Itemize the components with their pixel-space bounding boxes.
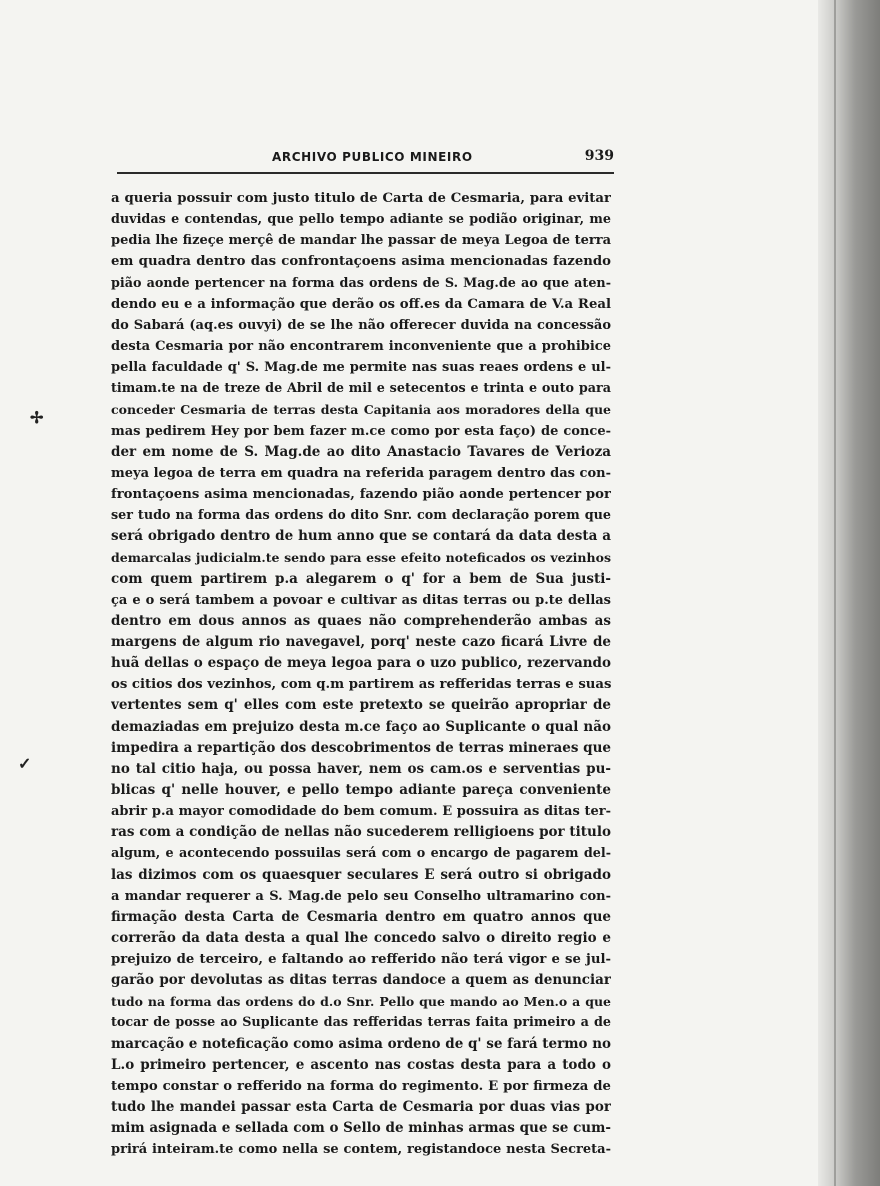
body-text: [111, 188, 611, 1160]
text-line: abrir p.a mayor comodidade do bem comum. E possuira as ditas ter-: [111, 804, 611, 820]
text-line: marcação e noteficação como asima ordeno de q' se fará termo no: [111, 1035, 611, 1052]
text-line: der em nome de S. Mag.de ao dito Anastacio Tavares de Verioza: [111, 443, 611, 460]
text-line: será obrigado dentro de hum anno que se contará da data desta a: [111, 528, 611, 545]
header-rule: [117, 172, 614, 174]
text-line: em quadra dentro das confrontaçoens asima mencionadas fazendo: [111, 254, 611, 270]
text-line: duvidas e contendas, que pello tempo adiante se podião originar, me: [111, 212, 611, 228]
text-line: ça e o será tambem a povoar e cultivar as ditas terras ou p.te dellas: [111, 592, 611, 608]
text-line: demaziadas em prejuizo desta m.ce faço ao Suplicante o qual não: [111, 718, 611, 735]
text-line: os citios dos vezinhos, com q.m partirem as refferidas terras e suas: [111, 677, 611, 693]
text-line: mim asignada e sellada com o Sello de minhas armas que se cum-: [111, 1120, 611, 1137]
text-line: las dizimos com os quaesquer seculares E será outro si obrigado: [111, 866, 611, 883]
text-line: conceder Cesmaria de terras desta Capitania aos moradores della que: [111, 402, 611, 418]
text-line: no tal citio haja, ou possa haver, nem os cam.os e serventias pu-: [111, 760, 611, 777]
text-line: firmação desta Carta de Cesmaria dentro em quatro annos que: [111, 908, 611, 925]
running-title: ARCHIVO PUBLICO MINEIRO: [272, 150, 473, 164]
text-line: tudo lhe mandei passar esta Carta de Cesmaria por duas vias por: [111, 1099, 611, 1116]
text-line: tocar de posse ao Suplicante das refferidas terras faita primeiro a de: [111, 1015, 611, 1031]
text-line: pião aonde pertencer na forma das ordens de S. Mag.de ao que aten-: [111, 275, 611, 291]
text-line: pella faculdade q' S. Mag.de me permite nas suas reaes ordens e ul-: [111, 360, 611, 376]
text-line: meya legoa de terra em quadra na referida paragem dentro das con-: [111, 465, 611, 481]
text-line: tempo constar o refferido na forma do regimento. E por firmeza de: [111, 1078, 611, 1094]
text-line: pedia lhe fizeçe merçê de mandar lhe passar de meya Legoa de terra: [111, 233, 611, 249]
text-line: algum, e acontecendo possuilas será com o encargo de pagarem del-: [111, 846, 611, 862]
text-line: huã dellas o espaço de meya legoa para o uzo publico, rezervando: [111, 655, 611, 672]
text-line: margens de algum rio navegavel, porq' neste cazo ficará Livre de: [111, 633, 611, 650]
text-line: L.o primeiro pertencer, e ascento nas costas desta para a todo o: [111, 1056, 611, 1073]
text-line: impedira a repartição dos descobrimentos de terras mineraes que: [111, 739, 611, 756]
text-line: tudo na forma das ordens do d.o Snr. Pello que mando ao Men.o a que: [111, 994, 611, 1010]
text-line: vertentes sem q' elles com este pretexto se queirão apropriar de: [111, 697, 611, 714]
text-line: timam.te na de treze de Abril de mil e setecentos e trinta e outo para: [111, 381, 611, 397]
text-line: prirá inteiram.te como nella se contem, registandoce nesta Secreta-: [111, 1142, 611, 1158]
text-line: com quem partirem p.a alegarem o q' for a bem de Sua justi-: [111, 570, 611, 587]
text-line: a queria possuir com justo titulo de Carta de Cesmaria, para evitar: [111, 191, 611, 206]
text-line: prejuizo de terceiro, e faltando ao refferido não terá vigor e se jul-: [111, 952, 611, 968]
text-line: demarcalas judicialm.te sendo para esse efeito noteficados os vezinhos: [111, 550, 611, 566]
text-line: dentro em dous annos as quaes não comprehenderão ambas as: [111, 612, 611, 629]
text-line: desta Cesmaria por não encontrarem inconveniente que a prohibice: [111, 338, 611, 354]
text-line: dendo eu e a informação que derão os off.es da Camara de V.a Real: [111, 296, 611, 312]
page-edge-line: [834, 0, 836, 1186]
text-line: frontaçoens asima mencionadas, fazendo pião aonde pertencer por: [111, 486, 611, 502]
text-line: a mandar requerer a S. Mag.de pelo seu Conselho ultramarino con-: [111, 888, 611, 904]
text-line: blicas q' nelle houver, e pello tempo adiante pareça conveniente: [111, 781, 611, 798]
page-number: 939: [584, 148, 614, 164]
text-line: ras com a condição de nellas não sucederem relligioens por titulo: [111, 824, 611, 841]
page-edge-shadow: [818, 0, 880, 1186]
margin-mark-cross: ✢: [30, 408, 44, 427]
text-line: do Sabará (aq.es ouvyi) de se lhe não offerecer duvida na concessão: [111, 317, 611, 333]
page-header: [117, 150, 614, 168]
text-line: garão por devolutas as ditas terras dandoce a quem as denunciar: [111, 972, 611, 989]
text-line: correrão da data desta a qual lhe concedo salvo o direito regio e: [111, 929, 611, 946]
text-line: mas pedirem Hey por bem fazer m.ce como por esta faço) de conce-: [111, 423, 611, 439]
margin-mark-check: ✓: [18, 754, 32, 773]
text-line: ser tudo na forma das ordens do dito Snr. com declaração porem que: [111, 508, 611, 524]
